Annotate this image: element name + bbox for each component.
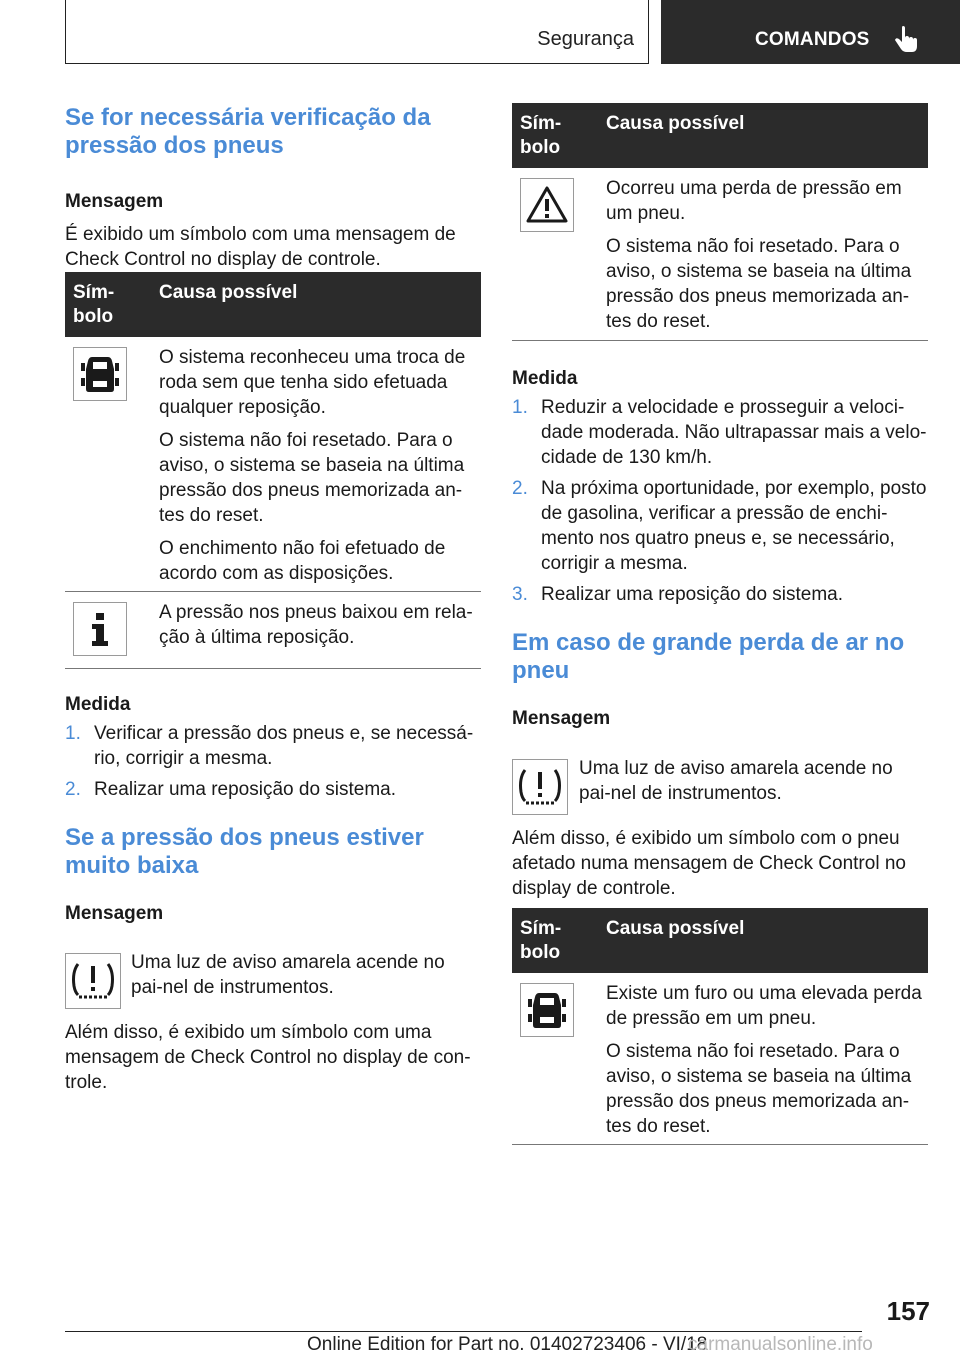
table-header <box>512 103 928 168</box>
warning-light-text: Uma luz de aviso amarela acende no pai-nel de instrumentos. <box>579 758 893 804</box>
col-cause-header: Causa possível <box>606 918 745 939</box>
table-header <box>512 908 928 973</box>
message-title: Mensagem <box>512 708 611 729</box>
message-text: É exibido um símbolo com uma mensagem de Check Control no display de controle. <box>65 224 456 270</box>
list-item: 2. Realizar uma reposição do sistema. <box>65 779 397 800</box>
symbol-table-3 <box>512 908 928 1145</box>
message-title: Mensagem <box>65 191 164 212</box>
list-item: 1. Verificar a pressão dos pneus e, se necessá-rio, corrigir a mesma. <box>65 723 474 769</box>
cause-text: O sistema reconheceu uma troca de roda sem que tenha sido efetuada qualquer reposição. <box>159 347 466 418</box>
cause-text: O sistema não foi resetado. Para o aviso, o sistema se baseia na última pressão dos pneus memorizada an-tes do reset. <box>159 430 465 526</box>
watermark-text: carmanualsonline.info <box>688 1334 873 1355</box>
list-item: 2. Na próxima oportunidade, por exemplo, posto de gasolina, verificar a pressão de enchi-mento nos quatro pneus e, se necessário, corrigir a mesma. <box>512 478 927 574</box>
header-section-box <box>65 0 649 64</box>
list-item: 1. Reduzir a velocidade e prosseguir a veloci-dade moderada. Não ultrapassar mais a velo-cidade de 130 km/h. <box>512 397 927 468</box>
header-section-title: Segurança <box>537 28 634 50</box>
list-item: 3. Realizar uma reposição do sistema. <box>512 584 844 605</box>
cause-text: O sistema não foi resetado. Para o aviso, o sistema se baseia na última pressão dos pneus memorizada an-tes do reset. <box>606 1041 912 1137</box>
info-icon <box>73 602 127 656</box>
header-chapter-title: COMANDOS <box>755 29 870 50</box>
section-heading-check-pressure: Se for necessária verificação da pressão dos pneus <box>65 104 431 159</box>
symbol-table-1 <box>65 272 481 669</box>
measure-title: Medida <box>65 694 131 715</box>
table-row <box>65 337 481 592</box>
header-chapter-box <box>661 0 960 64</box>
cause-text: O enchimento não foi efetuado de acordo com as disposições. <box>159 538 446 584</box>
car-tire-pressure-icon <box>520 983 574 1037</box>
symbol-table-2 <box>512 103 928 341</box>
message-title: Mensagem <box>65 903 164 924</box>
tire-pressure-warning-icon <box>65 953 121 1009</box>
warning-light-text: Uma luz de aviso amarela acende no pai-nel de instrumentos. <box>131 952 445 998</box>
measure-steps <box>512 395 928 607</box>
col-symbol-header: Sím-bolo <box>520 113 562 158</box>
page-number: 157 <box>886 1296 930 1326</box>
warning-triangle-icon <box>520 178 574 232</box>
col-symbol-header: Sím-bolo <box>520 918 562 963</box>
table-row <box>512 973 928 1145</box>
additional-text: Além disso, é exibido um símbolo com uma mensagem de Check Control no display de con-trole. <box>65 1022 471 1093</box>
col-cause-header: Causa possível <box>606 113 745 134</box>
section-heading-large-air-loss: Em caso de grande perda de ar no pneu <box>512 629 905 684</box>
additional-text: Além disso, é exibido um símbolo com o pneu afetado numa mensagem de Check Control no display de controle. <box>512 828 906 899</box>
table-header <box>65 272 481 337</box>
table-row <box>512 168 928 341</box>
section-heading-low-pressure: Se a pressão dos pneus estiver muito baixa <box>65 824 424 879</box>
measure-title: Medida <box>512 368 578 389</box>
col-symbol-header: Sím-bolo <box>73 282 115 327</box>
footer-divider <box>65 1331 862 1332</box>
cause-text: Ocorreu uma perda de pressão em um pneu. <box>606 178 902 224</box>
cause-text: A pressão nos pneus baixou em rela-ção à última reposição. <box>159 602 473 648</box>
edition-text: Online Edition for Part no. 01402723406 - VI/18 <box>307 1334 708 1355</box>
table-row <box>65 592 481 669</box>
measure-steps <box>65 721 481 802</box>
cause-text: Existe um furo ou uma elevada perda de pressão em um pneu. <box>606 983 922 1029</box>
cause-text: O sistema não foi resetado. Para o aviso, o sistema se baseia na última pressão dos pneus memorizada an-tes do reset. <box>606 236 912 332</box>
car-tire-pressure-icon <box>73 347 127 401</box>
tire-pressure-warning-icon <box>512 759 568 815</box>
col-cause-header: Causa possível <box>159 282 298 303</box>
pointing-hand-icon <box>893 26 921 56</box>
